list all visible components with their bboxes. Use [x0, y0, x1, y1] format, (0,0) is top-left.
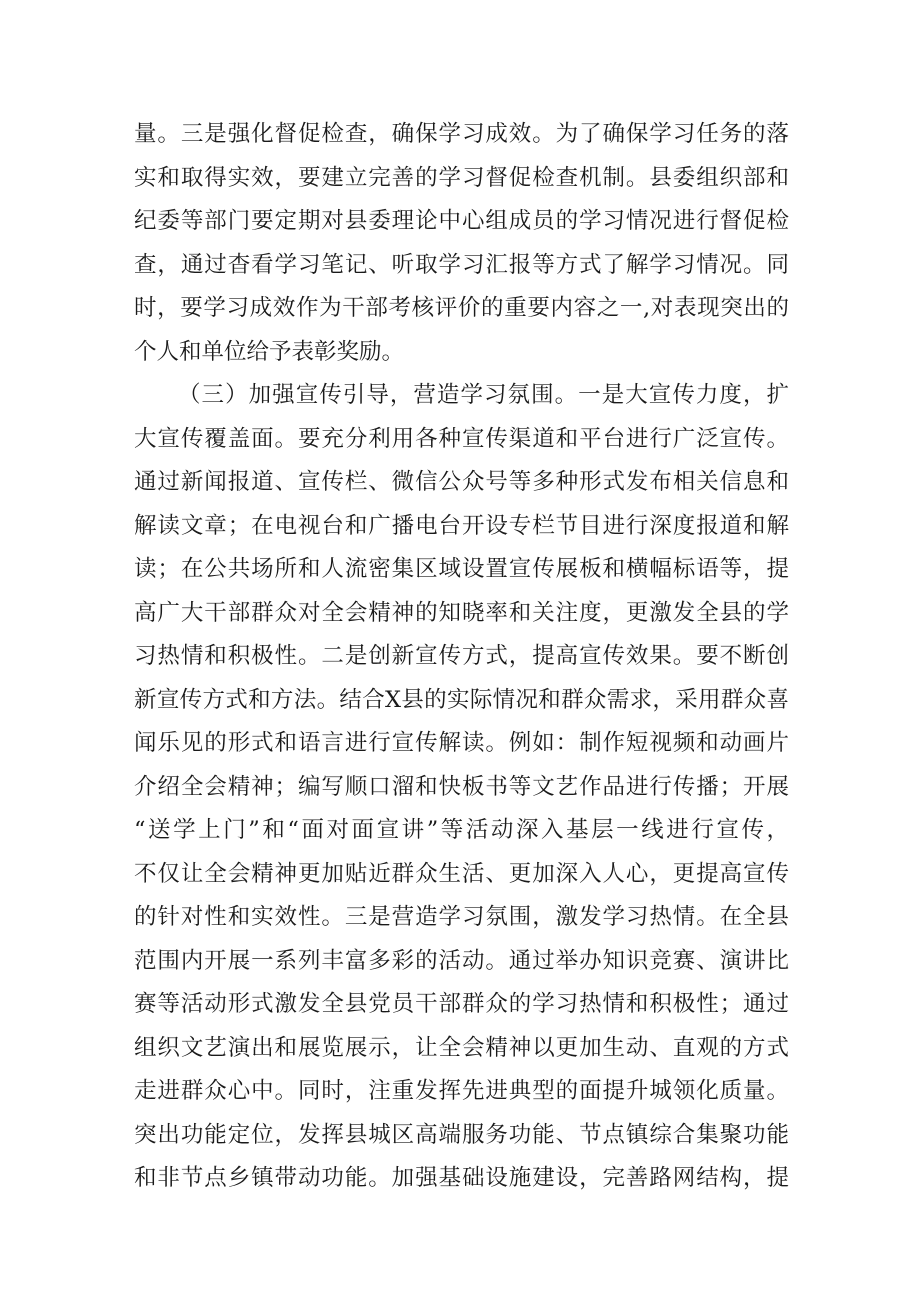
text-line: 和非节点乡镇带动功能。加强基础设施建设，完善路网结构，提: [134, 1165, 789, 1191]
text-line: 习热情和积极性。二是创新宣传方式，提高宣传效果。要不断创: [134, 643, 789, 669]
text-line: 不仅让全会精神更加贴近群众生活、更加深入人心，更提高宣传: [134, 860, 789, 887]
section-heading-line: （三）加强宣传引导，营造学习氛围。一是大宣传力度，扩: [178, 382, 789, 408]
text-line: “送学上门”和“面对面宣讲”等活动深入基层一线进行宣传，: [134, 817, 789, 843]
text-line: 新宣传方式和方法。结合X县的实际情况和群众需求，采用群众喜: [134, 686, 789, 713]
text-line: 高广大干部群众对全会精神的知晓率和关注度，更激发全县的学: [134, 599, 789, 626]
text-line: 走进群众心中。同时，注重发挥先进典型的面提升城领化质量。: [134, 1078, 789, 1104]
text-line: 闻乐见的形式和语言进行宣传解读。例如：制作短视频和动画片: [134, 730, 789, 756]
text-line: 的针对性和实效性。三是营造学习氛围，激发学习热情。在全县: [134, 904, 789, 930]
text-line: 量。三是强化督促检查，确保学习成效。为了确保学习任务的落: [134, 121, 789, 147]
document-body: [134, 113, 789, 1201]
text-line: 组织文艺演出和展览展示，让全会精神以更加生动、直观的方式: [134, 1034, 789, 1061]
text-line: 纪委等部门要定期对县委理论中心组成员的学习情况进行督促检: [134, 208, 789, 234]
text-line: 时，要学习成效作为干部考核评价的重要内容之一,对表现突出的: [134, 295, 789, 321]
text-line: 范围内开展一系列丰富多彩的活动。通过举办知识竞赛、演讲比: [134, 947, 789, 974]
text-line: 解读文章；在电视台和广播电台开设专栏节目进行深度报道和解: [134, 512, 789, 539]
text-line: 突出功能定位，发挥县城区高端服务功能、节点镇综合集聚功能: [134, 1121, 789, 1148]
text-line: 介绍全会精神；编写顺口溜和快板书等文艺作品进行传播；开展: [134, 773, 789, 800]
text-line: 实和取得实效，要建立完善的学习督促检查机制。县委组织部和: [134, 164, 789, 191]
text-line: 赛等活动形式激发全县党员干部群众的学习热情和积极性；通过: [134, 991, 789, 1017]
text-line: 大宣传覆盖面。要充分利用各种宣传渠道和平台进行广泛宣传。: [134, 425, 789, 452]
text-line: 个人和单位给予表彰奖励。: [134, 338, 405, 365]
text-line: 查，通过杳看学习笔记、听取学习汇报等方式了解学习情况。同: [134, 251, 789, 278]
text-line: 通过新闻报道、宣传栏、微信公众号等多种形式发布相关信息和: [134, 469, 789, 495]
text-line: 读；在公共场所和人流密集区域设置宣传展板和横幅标语等，提: [134, 556, 789, 582]
